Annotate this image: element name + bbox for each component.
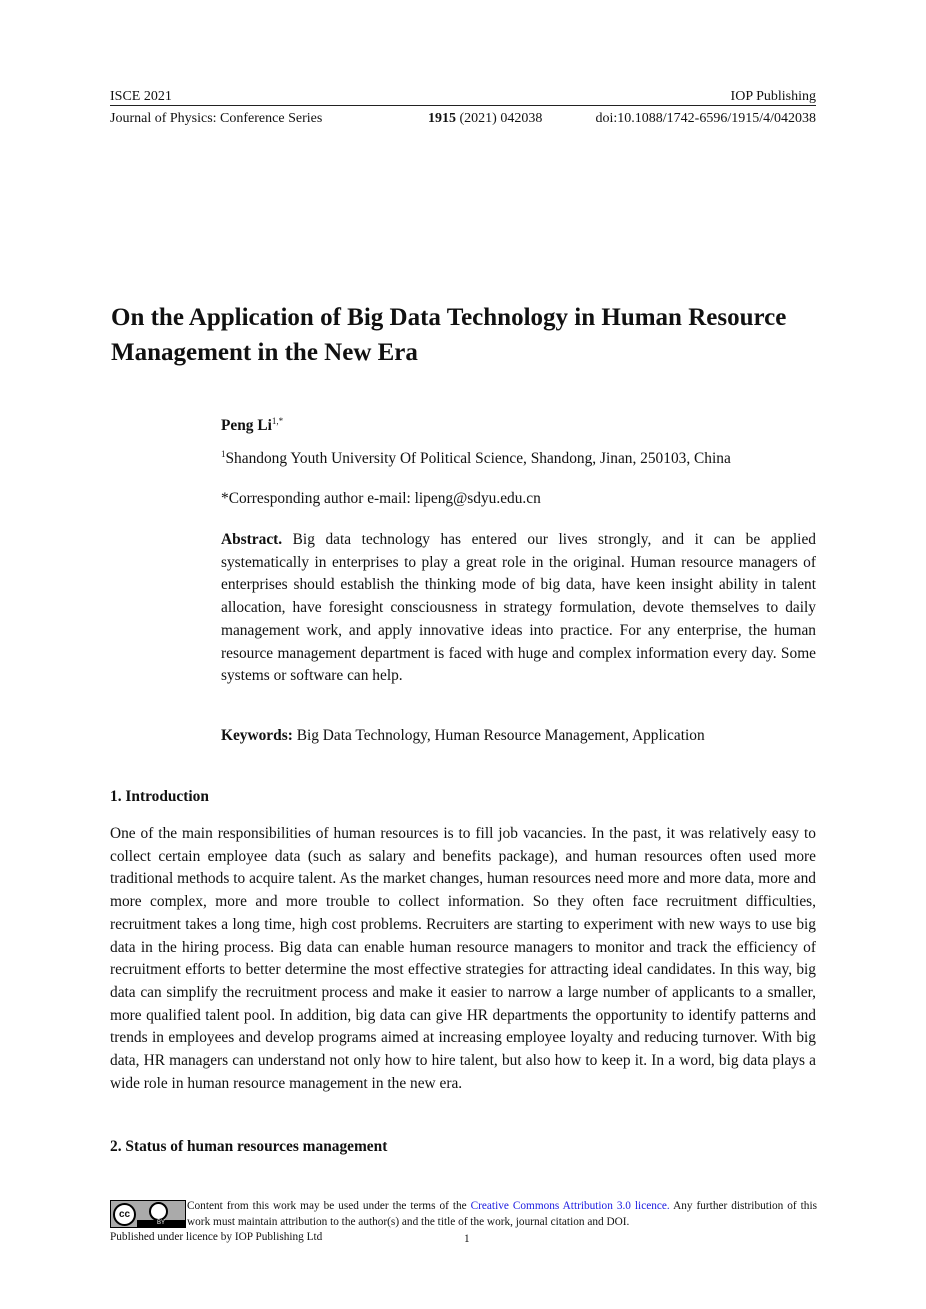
keywords-label: Keywords: [221, 727, 293, 744]
paper-title: On the Application of Big Data Technology in Human Resource Management in the New Era [111, 304, 787, 366]
abstract [221, 529, 816, 688]
cc-icon: cc [113, 1203, 136, 1226]
license-link[interactable]: Creative Commons Attribution 3.0 licence. [470, 1200, 670, 1212]
keywords-text: Big Data Technology, Human Resource Management, Application [296, 727, 705, 744]
publisher-name: IOP Publishing [730, 89, 816, 104]
keywords [221, 725, 705, 748]
doi: doi:10.1088/1742-6596/1915/4/042038 [595, 111, 816, 126]
conference-name: ISCE 2021 [110, 89, 172, 104]
introduction-paragraph: One of the main responsibilities of human resources is to fill job vacancies. In the past, it was relatively easy to collect certain employee data (such as salary and benefits package), and human resources often used more traditional methods to acquire talent. As the market changes, human resources need more and more data, more and more complex, more and more trouble to collect information. So they often face recruitment difficulties, recruitment takes a long time, high cost problems. Recruiters are starting to experiment with new ways to use big data in the hiring process. Big data can enable human resource managers to monitor and track the efficiency of recruitment efforts to better determine the most effective strategies for attracting ideal candidates. In this way, big data can simplify the recruitment process and make it easier to narrow a large number of applicants to a smaller, more qualified talent pool. In addition, big data can give HR departments the opportunity to identify patterns and trends in employees and develop programs aimed at increasing employee loyalty and reducing turnover. With big data, HR managers can understand not only how to hire talent, but also how to keep it. In a word, big data plays a wide role in human resource management in the new era. [110, 825, 816, 1092]
corresponding-author: *Corresponding author e-mail: lipeng@sdyu.edu.cn [221, 490, 541, 507]
license-text [187, 1199, 817, 1230]
affiliation [221, 448, 731, 471]
journal-name: Journal of Physics: Conference Series [110, 111, 323, 126]
license-post: Any further distribution of this work must maintain attribution to the author(s) and the title of the work, journal citation and DOI. [187, 1200, 817, 1228]
volume-info [428, 111, 542, 127]
header-rule [110, 105, 816, 106]
affiliation-sup: 1 [221, 449, 226, 459]
page-number: 1 [464, 1233, 470, 1245]
license-pre: Content from this work may be used under the terms of the [187, 1200, 467, 1212]
cc-by-license-icon [110, 1200, 186, 1228]
abstract-label: Abstract. [221, 531, 283, 548]
volume: 1915 [428, 111, 456, 126]
attribution-person-icon [149, 1202, 168, 1221]
abstract-text: Big data technology has entered our lives strongly, and it can be applied systematically in enterprises to play a great role in the original. Human resource managers of enterprises should establish the thinking mode of big data, have keen insight ability in talent allocation, have foresight consciousness in strategy formulation, devote themselves to daily management work, and apply innovative ideas into practice. For any enterprise, the human resource management department is faced with huge and complex information every day. Some systems or software can help. [221, 531, 816, 685]
year-issue: (2021) 042038 [459, 111, 543, 126]
author-name: Peng Li [221, 417, 272, 434]
author [221, 415, 283, 438]
by-badge: BY [137, 1220, 185, 1227]
affiliation-text: Shandong Youth University Of Political Science, Shandong, Jinan, 250103, China [225, 450, 731, 467]
author-sup: 1,* [271, 416, 284, 426]
section-heading-status: 2. Status of human resources management [110, 1138, 388, 1155]
published-by: Published under licence by IOP Publishing Ltd [110, 1231, 323, 1243]
section-heading-introduction: 1. Introduction [110, 788, 209, 805]
